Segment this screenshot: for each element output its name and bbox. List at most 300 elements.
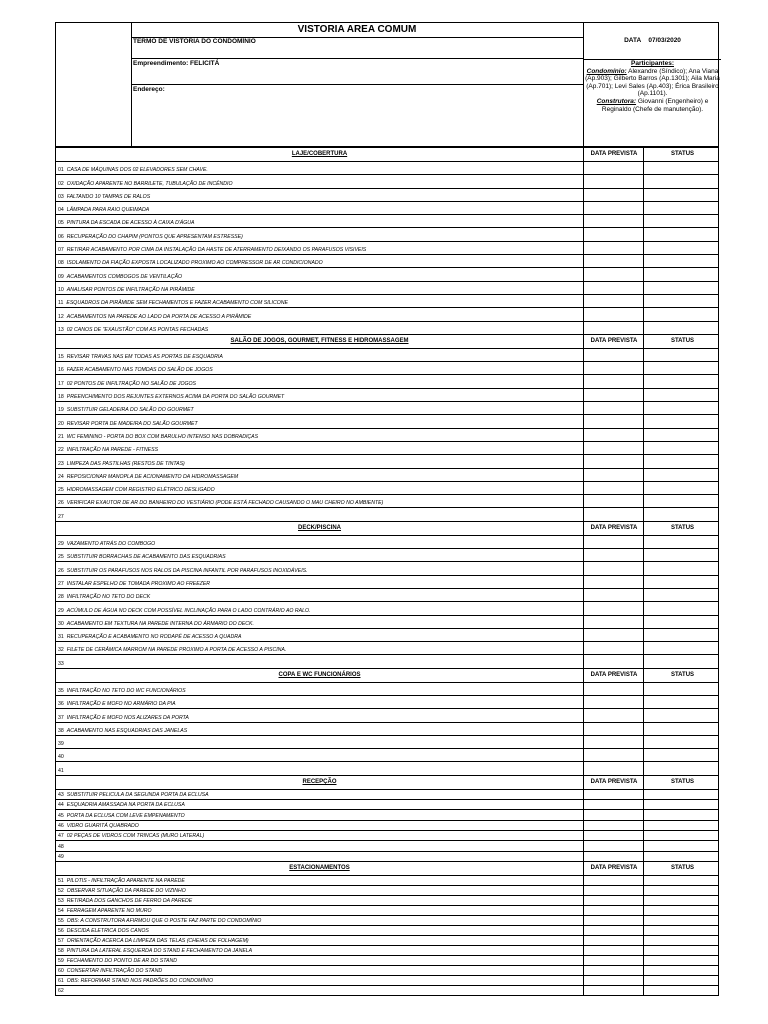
status-cell[interactable] bbox=[643, 876, 720, 885]
status-cell[interactable] bbox=[643, 906, 720, 915]
table-row bbox=[56, 201, 718, 214]
table-row bbox=[56, 641, 718, 654]
data-prevista-cell[interactable] bbox=[583, 389, 643, 401]
table-row bbox=[56, 905, 718, 915]
item-description: OBSERVAR SITUAÇÃO DA PAREDE DO VIZINHO bbox=[66, 887, 186, 894]
item-text bbox=[58, 741, 67, 747]
table-row bbox=[56, 695, 718, 708]
table-row bbox=[56, 401, 718, 414]
item-number: 58 bbox=[58, 947, 64, 954]
item-number: 39 bbox=[58, 741, 64, 748]
status-cell[interactable] bbox=[643, 242, 720, 254]
item-text bbox=[58, 608, 310, 614]
status-cell[interactable] bbox=[643, 375, 720, 387]
item-number: 06 bbox=[58, 233, 64, 240]
item-text bbox=[58, 918, 261, 924]
status-cell[interactable] bbox=[643, 415, 720, 427]
item-number: 08 bbox=[58, 260, 64, 267]
data-prevista-cell[interactable] bbox=[583, 362, 643, 374]
item-number: 01 bbox=[58, 167, 64, 174]
item-description: ACABAMENTO EM TEXTURA NA PAREDE INTERNA DO ÁRMARIO DO DECK. bbox=[66, 620, 254, 627]
status-cell[interactable] bbox=[643, 683, 720, 695]
item-text bbox=[58, 854, 67, 860]
data-prevista-cell[interactable] bbox=[583, 790, 643, 799]
status-cell[interactable] bbox=[643, 576, 720, 588]
item-text bbox=[58, 594, 150, 600]
data-prevista-cell[interactable] bbox=[583, 282, 643, 294]
status-cell[interactable] bbox=[643, 749, 720, 761]
item-text bbox=[58, 754, 67, 760]
item-text bbox=[58, 978, 213, 984]
table-row bbox=[56, 601, 718, 614]
item-number: 55 bbox=[58, 917, 64, 924]
status-cell[interactable] bbox=[643, 308, 720, 320]
item-number: 09 bbox=[58, 273, 64, 280]
item-description: SUBSTITUIR OS PARAFUSOS NOS RALOS DA PISCINA INFANTIL POR PARAFUSOS INOXIDÁVEIS. bbox=[66, 567, 308, 574]
data-prevista-cell[interactable] bbox=[583, 442, 643, 454]
item-text bbox=[58, 274, 182, 280]
section-title: DECK/PISCINA bbox=[297, 524, 341, 531]
data-prevista-cell[interactable] bbox=[583, 308, 643, 320]
status-cell[interactable] bbox=[643, 175, 720, 187]
status-cell[interactable] bbox=[643, 946, 720, 955]
section-title: COPA E WC FUNCIONÁRIOS bbox=[278, 671, 361, 678]
status-cell[interactable] bbox=[643, 986, 720, 995]
item-text bbox=[58, 394, 284, 400]
column-data-prevista: DATA PREVISTA bbox=[583, 669, 644, 682]
data-prevista-cell[interactable] bbox=[583, 831, 643, 840]
data-prevista-cell[interactable] bbox=[583, 986, 643, 995]
table-row bbox=[56, 915, 718, 925]
item-number: 37 bbox=[58, 714, 64, 721]
status-cell[interactable] bbox=[643, 536, 720, 548]
data-prevista-cell[interactable] bbox=[583, 495, 643, 507]
data-prevista-cell[interactable] bbox=[583, 255, 643, 267]
data-prevista-cell[interactable] bbox=[583, 215, 643, 227]
data-prevista-cell[interactable] bbox=[583, 936, 643, 945]
data-prevista-cell[interactable] bbox=[583, 295, 643, 307]
item-description: FAZER ACABAMENTO NAS TOMDAS DO SALÃO DE JOGOS bbox=[66, 367, 213, 374]
data-prevista-cell[interactable] bbox=[583, 562, 643, 574]
column-data-prevista: DATA PREVISTA bbox=[583, 776, 644, 789]
status-cell[interactable] bbox=[643, 629, 720, 641]
item-number: 22 bbox=[58, 447, 64, 454]
status-cell[interactable] bbox=[643, 762, 720, 774]
item-number: 21 bbox=[58, 433, 64, 440]
item-description: HIDROMASSAGEM COM REGISTRO ELÉTRICO DESLIGADO bbox=[66, 487, 215, 494]
status-cell[interactable] bbox=[643, 886, 720, 895]
item-description: OXIDAÇÃO APARENTE NO BARRILETE, TUBULAÇÃO DE INCÊNDIO bbox=[66, 180, 233, 187]
item-text bbox=[58, 728, 187, 734]
item-description: PINTURA DA ESCADA DE ACESSO À CAIXA D'ÁGUA bbox=[66, 220, 195, 227]
status-cell[interactable] bbox=[643, 709, 720, 721]
item-number: 33 bbox=[58, 660, 64, 667]
data-prevista-cell[interactable] bbox=[583, 508, 643, 520]
item-description: SUBSTITUIR BORRACHAS DE ACABAMENTO DAS ESQUADRIAS bbox=[66, 554, 226, 561]
data-prevista-cell[interactable] bbox=[583, 322, 643, 334]
table-row bbox=[56, 294, 718, 307]
item-number: 31 bbox=[58, 634, 64, 641]
item-number: 41 bbox=[58, 767, 64, 774]
data-prevista-cell[interactable] bbox=[583, 415, 643, 427]
item-description: VERIFICAR EXAUTOR DE AR DO BANHEIRO DO VESTIÁRIO (PODE ESTÁ FECHADO CAUSANDO O MAU CHEIRO NO AMBIENTE) bbox=[66, 500, 384, 507]
table-row bbox=[56, 965, 718, 975]
item-text bbox=[58, 167, 208, 173]
item-text bbox=[58, 968, 162, 974]
column-data-prevista: DATA PREVISTA bbox=[583, 335, 644, 348]
item-description: DESCIDA ELETRICA DOS CANOS bbox=[66, 927, 149, 934]
data-prevista-cell[interactable] bbox=[583, 683, 643, 695]
status-cell[interactable] bbox=[643, 349, 720, 361]
status-cell[interactable] bbox=[643, 790, 720, 799]
item-number: 38 bbox=[58, 727, 64, 734]
data-prevista-cell[interactable] bbox=[583, 916, 643, 925]
item-text bbox=[58, 792, 209, 798]
item-text bbox=[58, 844, 67, 850]
item-description: ORIENTAÇÃO ACERCA DA LIMPEZA DAS TELAS (CHEIAS DE FOLHAGEM) bbox=[66, 937, 249, 944]
item-description: PREENCHIMENTO DOS REJUNTES EXTERNOS ACIMA DA PORTA DO SALÃO GOURMET bbox=[66, 394, 285, 401]
item-description: ESQUADROS DA PIRÂMIDE SEM FECHAMENTOS E FAZER ACABAMENTO COM SILICONE bbox=[66, 300, 288, 307]
item-number: 26 bbox=[58, 500, 64, 507]
data-prevista-cell[interactable] bbox=[583, 349, 643, 361]
status-cell[interactable] bbox=[643, 215, 720, 227]
item-number: 30 bbox=[58, 620, 64, 627]
section-header bbox=[56, 334, 718, 348]
data-prevista-cell[interactable] bbox=[583, 956, 643, 965]
status-cell[interactable] bbox=[643, 616, 720, 628]
data-prevista-cell[interactable] bbox=[583, 402, 643, 414]
item-number: 29 bbox=[58, 607, 64, 614]
status-cell[interactable] bbox=[643, 976, 720, 985]
table-row bbox=[56, 588, 718, 601]
item-number: 11 bbox=[58, 300, 64, 307]
status-cell[interactable] bbox=[643, 442, 720, 454]
status-cell[interactable] bbox=[643, 508, 720, 520]
item-number: 02 bbox=[58, 180, 64, 187]
item-number: 23 bbox=[58, 460, 64, 467]
item-description: ACABAMENTO NAS ESQUADRIAS DAS JANELAS bbox=[66, 727, 188, 734]
data-prevista-cell[interactable] bbox=[583, 616, 643, 628]
endereco-field: Endereço: bbox=[133, 86, 165, 93]
data-prevista-cell[interactable] bbox=[583, 841, 643, 850]
status-cell[interactable] bbox=[643, 282, 720, 294]
data-prevista-cell[interactable] bbox=[583, 709, 643, 721]
item-number: 13 bbox=[58, 326, 64, 333]
item-description: PILOTIS - INFILTRAÇÃO APARENTE NA PAREDE bbox=[66, 877, 185, 884]
status-cell[interactable] bbox=[643, 469, 720, 481]
status-cell[interactable] bbox=[643, 589, 720, 601]
data-prevista-cell[interactable] bbox=[583, 455, 643, 467]
column-status: STATUS bbox=[643, 776, 721, 789]
section-title: LAJE/COBERTURA bbox=[291, 151, 348, 157]
data-prevista-cell[interactable] bbox=[583, 966, 643, 975]
status-cell[interactable] bbox=[643, 602, 720, 614]
item-text bbox=[58, 634, 241, 640]
status-cell[interactable] bbox=[643, 723, 720, 735]
table-row bbox=[56, 615, 718, 628]
table-row bbox=[56, 535, 718, 548]
data-prevista-cell[interactable] bbox=[583, 589, 643, 601]
item-description: SUBSTITUIR GELADEIRA DO SALÃO DO GOURMET bbox=[66, 407, 194, 414]
data-prevista-cell[interactable] bbox=[583, 576, 643, 588]
item-number: 52 bbox=[58, 887, 64, 894]
item-text bbox=[58, 234, 243, 240]
section-title: ESTACIONAMENTOS bbox=[289, 864, 350, 871]
item-number: 27 bbox=[58, 580, 64, 587]
item-description: INFILTRAÇÃO NA PAREDE - FITNESS bbox=[66, 447, 159, 454]
status-cell[interactable] bbox=[643, 429, 720, 441]
table-row bbox=[56, 955, 718, 965]
item-text bbox=[58, 621, 254, 627]
table-row bbox=[56, 388, 718, 401]
item-number: 36 bbox=[58, 701, 64, 708]
status-cell[interactable] bbox=[643, 362, 720, 374]
status-cell[interactable] bbox=[643, 322, 720, 334]
status-cell[interactable] bbox=[643, 162, 720, 174]
table-row bbox=[56, 925, 718, 935]
table-row bbox=[56, 241, 718, 254]
data-prevista-cell[interactable] bbox=[583, 536, 643, 548]
item-description: FILETE DE CERÂMICA MARROM NA PAREDE PROXIMO A PORTA DE ACESSO A PISCINA. bbox=[66, 647, 287, 654]
status-cell[interactable] bbox=[643, 389, 720, 401]
data-prevista-cell[interactable] bbox=[583, 946, 643, 955]
table-row bbox=[56, 895, 718, 905]
table-row bbox=[56, 441, 718, 454]
item-number: 62 bbox=[58, 987, 64, 994]
section-header bbox=[56, 775, 718, 789]
data-prevista-cell[interactable] bbox=[583, 189, 643, 201]
status-cell[interactable] bbox=[643, 966, 720, 975]
item-number: 32 bbox=[58, 647, 64, 654]
status-cell[interactable] bbox=[643, 936, 720, 945]
item-text bbox=[58, 500, 383, 506]
status-cell[interactable] bbox=[643, 189, 720, 201]
table-row bbox=[56, 722, 718, 735]
table-row bbox=[56, 840, 718, 850]
data-prevista-cell[interactable] bbox=[583, 602, 643, 614]
status-cell[interactable] bbox=[643, 800, 720, 809]
data-prevista-cell[interactable] bbox=[583, 175, 643, 187]
item-number: 48 bbox=[58, 843, 64, 850]
data-prevista-cell[interactable] bbox=[583, 268, 643, 280]
item-description: INFILTRAÇÃO E MOFO NOS ALIZARES DA PORTA bbox=[66, 714, 189, 721]
status-cell[interactable] bbox=[643, 642, 720, 654]
item-text bbox=[58, 581, 210, 587]
table-row bbox=[56, 575, 718, 588]
data-prevista-cell[interactable] bbox=[583, 821, 643, 830]
item-description: CASA DE MÁQUINAS DOS 02 ELEVADORES SEM CHAVE. bbox=[66, 167, 208, 174]
data-prevista-cell[interactable] bbox=[583, 228, 643, 240]
table-row bbox=[56, 830, 718, 840]
item-text bbox=[58, 407, 194, 413]
item-text bbox=[58, 474, 238, 480]
status-cell[interactable] bbox=[643, 956, 720, 965]
item-description: ACABAMENTOS NA PAREDE AO LADO DA PORTA DE ACESSO A PIRÂMIDE bbox=[66, 313, 252, 320]
item-text bbox=[58, 260, 323, 266]
item-number: 24 bbox=[58, 473, 64, 480]
item-text bbox=[58, 207, 149, 213]
table-row bbox=[56, 454, 718, 467]
item-number: 20 bbox=[58, 420, 64, 427]
data-prevista-cell[interactable] bbox=[583, 549, 643, 561]
status-cell[interactable] bbox=[643, 268, 720, 280]
item-text bbox=[58, 802, 185, 808]
status-cell[interactable] bbox=[643, 810, 720, 819]
status-cell[interactable] bbox=[643, 916, 720, 925]
data-prevista-cell[interactable] bbox=[583, 906, 643, 915]
item-text bbox=[58, 194, 150, 200]
item-description: OBS: REFORMAR STAND NOS PADRÕES DO CONDOMÍNIO bbox=[66, 977, 214, 984]
table-row bbox=[56, 682, 718, 695]
item-description: FECHAMENTO DO PONTO DE AR DO STAND bbox=[66, 957, 177, 964]
data-prevista-cell[interactable] bbox=[583, 642, 643, 654]
item-number: 51 bbox=[58, 877, 64, 884]
inspection-sheet bbox=[55, 22, 719, 996]
date-value: 07/03/2020 bbox=[648, 37, 681, 44]
item-text bbox=[58, 647, 286, 653]
item-number: 46 bbox=[58, 822, 64, 829]
table-row bbox=[56, 885, 718, 895]
item-description: PORTA DA ECLUSA COM LEVE EMPENAMENTO bbox=[66, 812, 185, 819]
item-number: 16 bbox=[58, 367, 64, 374]
column-status: STATUS bbox=[643, 669, 721, 682]
data-prevista-cell[interactable] bbox=[583, 375, 643, 387]
data-prevista-cell[interactable] bbox=[583, 469, 643, 481]
status-cell[interactable] bbox=[643, 821, 720, 830]
item-description: VAZAMENTO ATRÁS DO COMBOGO bbox=[66, 541, 156, 548]
data-prevista-cell[interactable] bbox=[583, 242, 643, 254]
status-cell[interactable] bbox=[643, 482, 720, 494]
table-row bbox=[56, 761, 718, 774]
data-prevista-cell[interactable] bbox=[583, 749, 643, 761]
data-prevista-cell[interactable] bbox=[583, 762, 643, 774]
status-cell[interactable] bbox=[643, 255, 720, 267]
table-row bbox=[56, 428, 718, 441]
table-row bbox=[56, 414, 718, 427]
section-header bbox=[56, 668, 718, 682]
status-cell[interactable] bbox=[643, 562, 720, 574]
data-prevista-cell[interactable] bbox=[583, 810, 643, 819]
condominio-label: Condomínio: bbox=[586, 67, 627, 75]
data-prevista-cell[interactable] bbox=[583, 696, 643, 708]
status-cell[interactable] bbox=[643, 202, 720, 214]
status-cell[interactable] bbox=[643, 549, 720, 561]
item-number: 35 bbox=[58, 687, 64, 694]
data-prevista-cell[interactable] bbox=[583, 736, 643, 748]
status-cell[interactable] bbox=[643, 295, 720, 307]
data-prevista-cell[interactable] bbox=[583, 852, 643, 861]
item-description: SUBSTITUIR PELICULA DA SEGUNDA PORTA DA ECLUSA bbox=[66, 792, 209, 799]
status-cell[interactable] bbox=[643, 926, 720, 935]
item-description: REVISAR TRAVAS NAS EM TODAS AS PORTAS DE ESQUADRIA bbox=[66, 354, 223, 361]
item-text bbox=[58, 381, 196, 387]
item-number: 26 bbox=[58, 567, 64, 574]
data-prevista-cell[interactable] bbox=[583, 429, 643, 441]
data-prevista-cell[interactable] bbox=[583, 800, 643, 809]
item-number: 03 bbox=[58, 193, 64, 200]
status-cell[interactable] bbox=[643, 896, 720, 905]
table-row bbox=[56, 188, 718, 201]
data-prevista-cell[interactable] bbox=[583, 655, 643, 667]
table-row bbox=[56, 985, 718, 995]
status-cell[interactable] bbox=[643, 402, 720, 414]
construtora-text: Giovanni (Engenheiro) e Reginaldo (Chefe de manutenção). bbox=[601, 97, 709, 113]
status-cell[interactable] bbox=[643, 841, 720, 850]
item-number: 49 bbox=[58, 853, 64, 860]
table-row bbox=[56, 507, 718, 520]
data-prevista-cell[interactable] bbox=[583, 723, 643, 735]
table-row bbox=[56, 281, 718, 294]
status-cell[interactable] bbox=[643, 736, 720, 748]
item-text bbox=[58, 354, 223, 360]
status-cell[interactable] bbox=[643, 495, 720, 507]
item-description: ISOLAMENTO DA FIAÇÃO EXPOSTA LOCALIZADO PROXIMO AO COMPRESSOR DE AR CONDICIONADO bbox=[66, 260, 323, 267]
item-description: RECUPERAÇÃO DO CHAPIM (PONTOS QUE APRESENTAM ESTRESSE) bbox=[66, 233, 243, 240]
column-data-prevista: DATA PREVISTA bbox=[583, 522, 644, 535]
section-title: RECEPÇÃO bbox=[302, 778, 337, 785]
data-prevista-cell[interactable] bbox=[583, 886, 643, 895]
item-description: RECUPERAÇÃO E ACABAMENTO NO RODAPÉ DE ACESSO A QUADRA bbox=[66, 634, 242, 641]
table-row bbox=[56, 735, 718, 748]
item-description: PINTURA DA LATERAL ESQUERDA DO STAND E FECHAMENTO DA JANELA bbox=[66, 947, 253, 954]
data-prevista-cell[interactable] bbox=[583, 202, 643, 214]
data-prevista-cell[interactable] bbox=[583, 926, 643, 935]
status-cell[interactable] bbox=[643, 228, 720, 240]
item-description: INFILTRAÇÃO E MOFO NO ARMÁRIO DA PIA bbox=[66, 701, 176, 708]
table-row bbox=[56, 361, 718, 374]
status-cell[interactable] bbox=[643, 696, 720, 708]
item-text bbox=[58, 181, 233, 187]
column-data-prevista: DATA PREVISTA bbox=[583, 862, 644, 875]
item-number: 45 bbox=[58, 812, 64, 819]
item-number: 27 bbox=[58, 513, 64, 520]
table-row bbox=[56, 481, 718, 494]
status-cell[interactable] bbox=[643, 852, 720, 861]
item-description: CONSERTAR INFILTRAÇÃO DO STAND bbox=[66, 967, 163, 974]
table-row bbox=[56, 851, 718, 861]
table-row bbox=[56, 935, 718, 945]
item-description: LIMPEZA DAS PASTILHAS (RESTOS DE TINTAS) bbox=[66, 460, 185, 467]
data-prevista-cell[interactable] bbox=[583, 976, 643, 985]
participants bbox=[584, 60, 721, 113]
data-prevista-cell[interactable] bbox=[583, 629, 643, 641]
table-row bbox=[56, 468, 718, 481]
data-prevista-cell[interactable] bbox=[583, 482, 643, 494]
status-cell[interactable] bbox=[643, 655, 720, 667]
date-field bbox=[584, 37, 721, 44]
column-status: STATUS bbox=[643, 522, 721, 535]
item-text bbox=[58, 327, 208, 333]
table-row bbox=[56, 348, 718, 361]
data-prevista-cell[interactable] bbox=[583, 162, 643, 174]
table-row bbox=[56, 307, 718, 320]
item-number: 43 bbox=[58, 792, 64, 799]
item-number: 29 bbox=[58, 541, 64, 548]
item-description: REPOSICIONAR MANOPLA DE ACIONAMENTO DA HIDROMASSAGEM bbox=[66, 473, 239, 480]
data-prevista-cell[interactable] bbox=[583, 876, 643, 885]
participants-label: Participantes: bbox=[631, 60, 674, 67]
status-cell[interactable] bbox=[643, 455, 720, 467]
status-cell[interactable] bbox=[643, 831, 720, 840]
data-prevista-cell[interactable] bbox=[583, 896, 643, 905]
item-text bbox=[58, 988, 67, 994]
construtora-label: Construtora: bbox=[596, 97, 637, 105]
item-description: ESQUADRIA AMASSADA NA PORTA DA ECLUSA bbox=[66, 802, 185, 809]
item-text bbox=[58, 938, 249, 944]
item-description: VIDRO GUARITÁ QUABRADO bbox=[66, 822, 139, 829]
logo-cell bbox=[56, 23, 132, 146]
item-number: 05 bbox=[58, 220, 64, 227]
